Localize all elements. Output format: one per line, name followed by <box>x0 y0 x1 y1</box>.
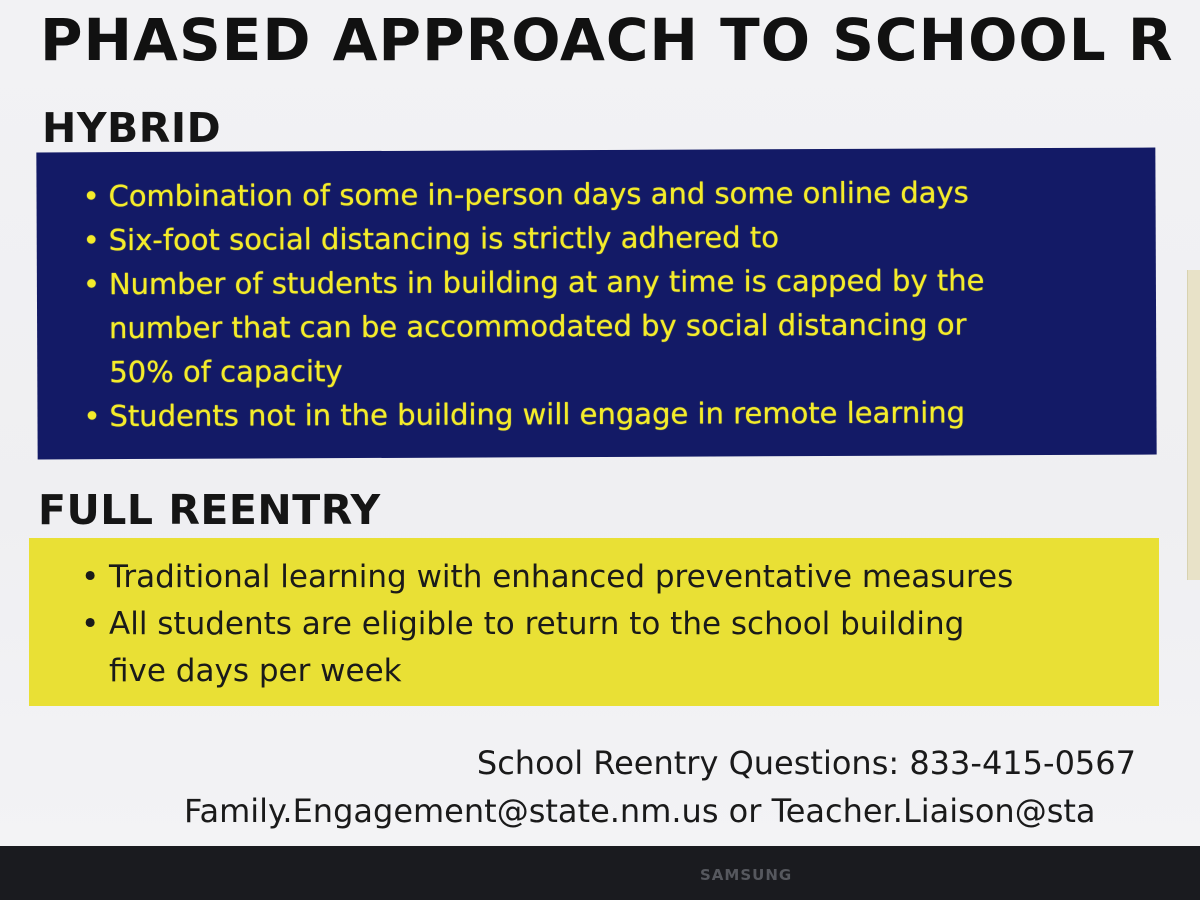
reentry-questions-phone: School Reentry Questions: 833-415-0567 <box>476 744 1136 782</box>
bullet-icon: • <box>83 399 101 434</box>
list-item-text: Students not in the building will engage in remote learning <box>109 395 966 434</box>
list-item-text: All students are eligible to return to the school building <box>109 606 965 642</box>
list-item-text: Traditional learning with enhanced preventative measures <box>109 559 1014 595</box>
adjacent-panel-edge <box>1187 270 1200 580</box>
list-item <box>83 214 1136 263</box>
list-item-text: Number of students in building at any time is capped by the <box>108 263 985 302</box>
list-item-text: Six-foot social distancing is strictly adhered to <box>108 220 780 258</box>
full-reentry-heading: FULL REENTRY <box>38 486 381 534</box>
hybrid-list <box>82 170 1136 439</box>
list-item <box>83 258 1137 395</box>
bullet-icon: • <box>82 223 100 258</box>
list-item <box>82 170 1135 219</box>
full-reentry-panel <box>29 538 1159 706</box>
contact-emails: Family.Engagement@state.nm.us or Teacher.Liaison@sta <box>184 792 1096 830</box>
list-item-text: 50% of capacity <box>109 354 343 390</box>
list-item-text: number that can be accommodated by social distancing or <box>109 307 967 346</box>
bullet-icon: • <box>81 559 100 595</box>
list-item <box>81 601 1139 695</box>
bullet-icon: • <box>81 606 100 642</box>
tv-brand-logo: SAMSUNG <box>700 866 793 884</box>
full-reentry-list <box>81 554 1139 695</box>
hybrid-heading: HYBRID <box>42 104 222 152</box>
bullet-icon: • <box>82 267 101 302</box>
bullet-icon: • <box>82 179 100 214</box>
hybrid-panel <box>36 148 1156 460</box>
list-item <box>83 390 1136 439</box>
list-item <box>81 554 1139 601</box>
slide-title: PHASED APPROACH TO SCHOOL R <box>40 6 1174 74</box>
list-item-text: Combination of some in-person days and some online days <box>108 175 969 214</box>
list-item-text: five days per week <box>109 653 402 689</box>
